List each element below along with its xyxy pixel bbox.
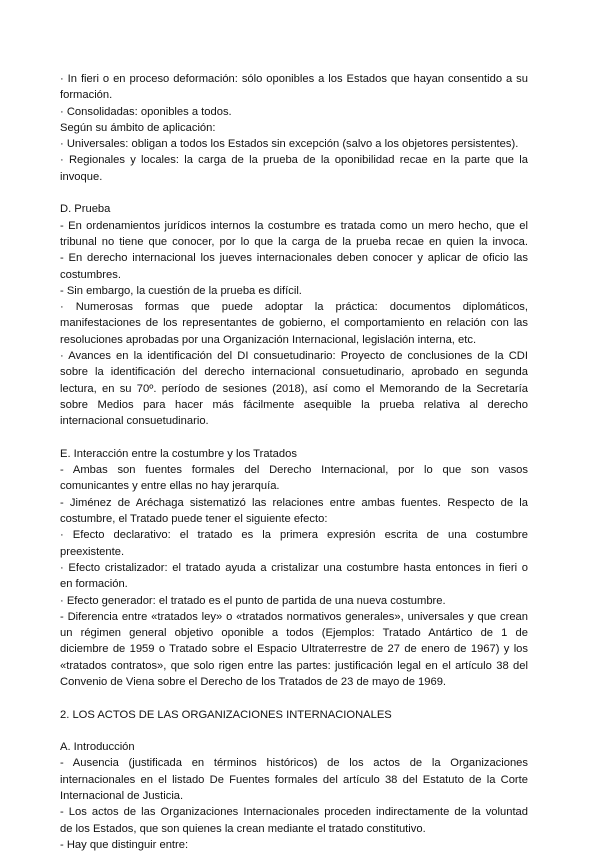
text-line: - Diferencia entre «tratados ley» o «tratados normativos generales», universales y que crean bbox=[60, 610, 528, 623]
section-heading: A. Introducción bbox=[60, 741, 135, 754]
text-line: de los Estados, que son quienes la crean mediante el tratado constitutivo. bbox=[60, 822, 426, 835]
text-line: Internacional de Justicia. bbox=[60, 790, 184, 803]
text-line: en formación. bbox=[60, 578, 128, 591]
spacer bbox=[60, 690, 528, 706]
spacer bbox=[60, 723, 528, 739]
spacer bbox=[60, 185, 528, 201]
spacer bbox=[60, 430, 528, 446]
text-line: · Avances en la identificación del DI consuetudinario: Proyecto de conclusiones de la CDI bbox=[60, 350, 528, 363]
document-page bbox=[60, 71, 528, 853]
text-line: lectura, en su 70º. período de sesiones (2018), así como el Memorando de la Secretaría bbox=[60, 382, 528, 395]
text-line: diciembre de 1959 o Tratado sobre el Espacio Ultraterrestre de 27 de enero de 1967) y los bbox=[60, 643, 528, 656]
section-e-interaccion bbox=[60, 446, 528, 690]
text-line: Convenio de Viena sobre el Derecho de los Tratados de 23 de mayo de 1969. bbox=[60, 675, 447, 688]
text-line: resoluciones aprobadas por una Organización Internacional, legislación interna, etc. bbox=[60, 333, 477, 346]
text-line: tribunal no tiene que conocer, por lo que la carga de la prueba recae en quien la invoca. bbox=[60, 235, 528, 248]
text-line: un régimen general objetivo oponible a todos (Ejemplos: Tratado Antártico de 1 de bbox=[60, 627, 528, 640]
section-heading: D. Prueba bbox=[60, 203, 111, 216]
text-line: · Efecto declarativo: el tratado es la primera expresión escrita de una costumbre bbox=[60, 529, 528, 542]
text-line: · Consolidadas: oponibles a todos. bbox=[60, 105, 232, 118]
text-line: · Efecto cristalizador: el tratado ayuda a cristalizar una costumbre hasta entonces in fieri o bbox=[60, 561, 528, 574]
text-line: - Sin embargo, la cuestión de la prueba es difícil. bbox=[60, 284, 302, 297]
section-a-introduccion bbox=[60, 739, 528, 853]
text-line: formación. bbox=[60, 89, 113, 102]
text-line: invoque. bbox=[60, 170, 103, 183]
text-line: · Numerosas formas que puede adoptar la práctica: documentos diplomáticos, bbox=[60, 301, 528, 314]
text-line: - Hay que distinguir entre: bbox=[60, 838, 189, 851]
text-line: internacionales en el listado De Fuentes formales del artículo 38 del Estatuto de la Corte bbox=[60, 773, 528, 786]
text-line: sobre Medios para hacer más fácilmente asequible la prueba relativa al derecho bbox=[60, 398, 528, 411]
text-line: internacional consuetudinario. bbox=[60, 415, 209, 428]
text-line: preexistente. bbox=[60, 545, 125, 558]
text-line: · In fieri o en proceso deformación: sólo oponibles a los Estados que hayan consentido a su bbox=[60, 73, 528, 85]
text-line: · Efecto generador: el tratado es el punto de partida de una nueva costumbre. bbox=[60, 594, 446, 607]
text-line: comunicantes y entre ellas no hay jerarquía. bbox=[60, 480, 280, 493]
chapter-heading: 2. LOS ACTOS DE LAS ORGANIZACIONES INTERNACIONALES bbox=[60, 708, 392, 721]
text-line: - En derecho internacional los jueves internacionales deben conocer y aplicar de oficio las bbox=[60, 252, 528, 265]
text-line: - Ausencia (justificada en términos históricos) de los actos de la Organizaciones bbox=[60, 757, 528, 770]
text-line: «tratados contratos», que solo rigen entre las partes: justificación legal en el artículo 38 del bbox=[60, 659, 528, 672]
text-line: sobre la identificación del derecho internacional consuetudinario, aprobado en segunda bbox=[60, 366, 528, 379]
text-line: · Universales: obligan a todos los Estados sin excepción (salvo a los objetores persistentes). bbox=[60, 138, 519, 151]
text-line: - En ordenamientos jurídicos internos la costumbre es tratada como un mero hecho, que el bbox=[60, 219, 528, 232]
section-heading: E. Interacción entre la costumbre y los Tratados bbox=[60, 447, 297, 460]
intro-block bbox=[60, 71, 528, 185]
text-line: · Regionales y locales: la carga de la prueba de la oponibilidad recae en la parte que la bbox=[60, 154, 528, 167]
text-line: costumbre, el Tratado puede tener el siguiente efecto: bbox=[60, 513, 328, 526]
text-line: - Ambas son fuentes formales del Derecho Internacional, por lo que son vasos bbox=[60, 464, 528, 477]
text-line: costumbres. bbox=[60, 268, 121, 281]
text-line: - Los actos de las Organizaciones Internacionales proceden indirectamente de la voluntad bbox=[60, 806, 528, 819]
text-line: Según su ámbito de aplicación: bbox=[60, 121, 216, 134]
section-d-prueba bbox=[60, 201, 528, 429]
text-line: - Jiménez de Aréchaga sistematizó las relaciones entre ambas fuentes. Respecto de la bbox=[60, 496, 528, 509]
text-line: manifestaciones de los representantes de gobierno, el comportamiento en relación con las bbox=[60, 317, 528, 330]
